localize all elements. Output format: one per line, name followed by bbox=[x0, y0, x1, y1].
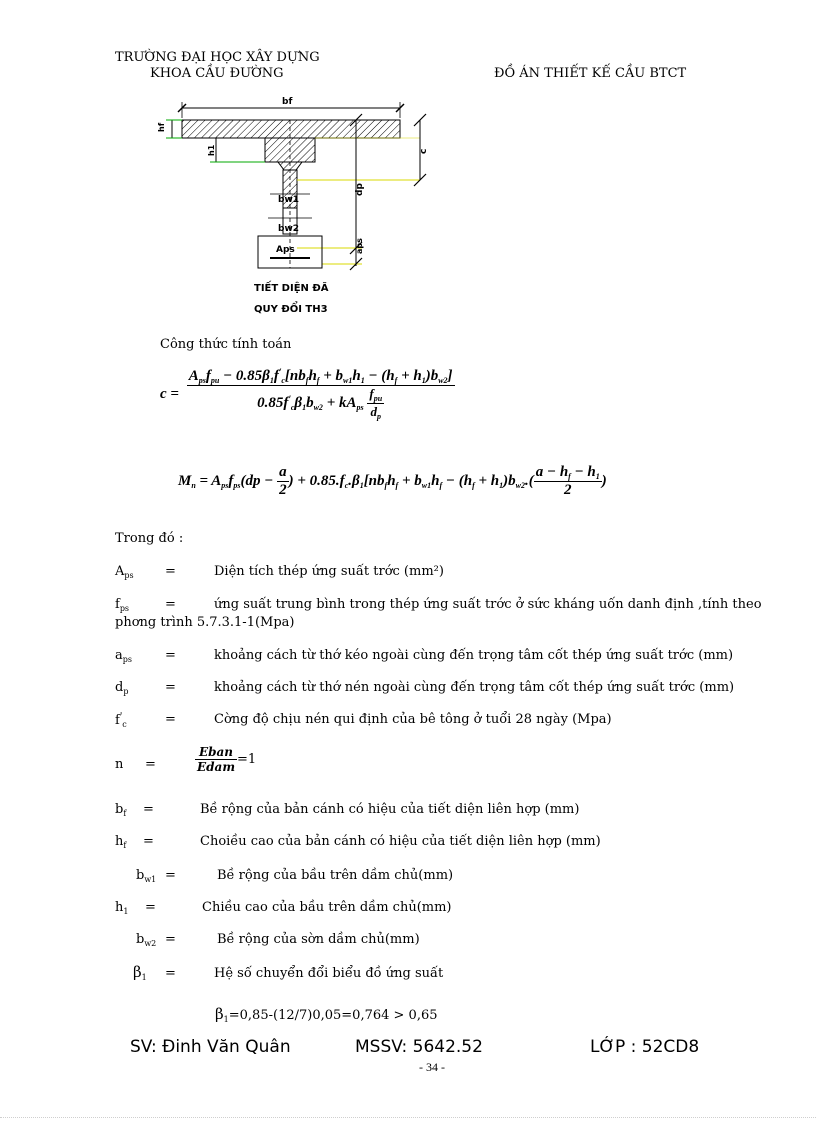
faculty-name: KHOA CẦU ĐƯỜNG bbox=[150, 66, 284, 81]
university-name: TRƯỜNG ĐẠI HỌC XÂY DỰNG bbox=[115, 50, 320, 65]
def-fps-row-cont: phơng trình 5.7.3.1-1(Mpa) bbox=[115, 615, 295, 630]
label-dp: dp bbox=[355, 183, 365, 196]
cross-section-figure bbox=[150, 90, 450, 322]
formula-intro: Công thức tính toán bbox=[160, 337, 292, 352]
footer-class: LỚP : 52CD8 bbox=[590, 1037, 700, 1057]
figure-caption-1: TIẾT DIỆN ĐÃ bbox=[254, 283, 329, 294]
label-hf: hf bbox=[157, 122, 166, 132]
page-divider bbox=[0, 1117, 816, 1118]
label-Aps: Aps bbox=[276, 245, 295, 255]
label-c: c bbox=[419, 148, 429, 154]
formula-mn: $M_n = A_{ps}f_{ps}(dp$ − $\frac{a}{2}$ ) + $0.85.f_c.\beta_1[nb_fh_f + b_{w1}h_f - (h_f + h_1)b_{w2}$.( $\frac{a - h_f - h_1}{2}$ ) bbox=[178, 464, 607, 498]
flange bbox=[182, 120, 400, 138]
label-bw1: bw1 bbox=[278, 195, 300, 205]
label-bf: bf bbox=[282, 97, 293, 107]
beta-calculation: $\beta_1=0,85-(12/7)0,05=0,764 > 0,65$ bbox=[215, 1005, 438, 1024]
label-bw2: bw2 bbox=[278, 224, 300, 234]
project-title: ĐỒ ÁN THIẾT KẾ CẦU BTCT bbox=[494, 66, 687, 81]
formula-c: c = $A_{ps}f_{pu} - 0.85\beta_1f'_c[nb_fh_f + b_{w1}h_1 - (h_f + h_1)b_{w2}]$ $0.85f'_c\beta_1b_{w2} + kA_{ps}$ $\frac{f_{pu}}{d_p}$ bbox=[160, 367, 453, 421]
figure-caption-2: QUY ĐỔI TH3 bbox=[254, 304, 328, 315]
label-aps: aps bbox=[355, 238, 364, 254]
definitions-title: Trong đó : bbox=[115, 531, 184, 546]
footer-student: SV: Đinh Văn Quân bbox=[130, 1037, 291, 1057]
label-h1: h1 bbox=[207, 144, 216, 156]
page-number: - 34 - bbox=[419, 1060, 445, 1074]
footer-student-id: MSSV: 5642.52 bbox=[355, 1037, 483, 1057]
